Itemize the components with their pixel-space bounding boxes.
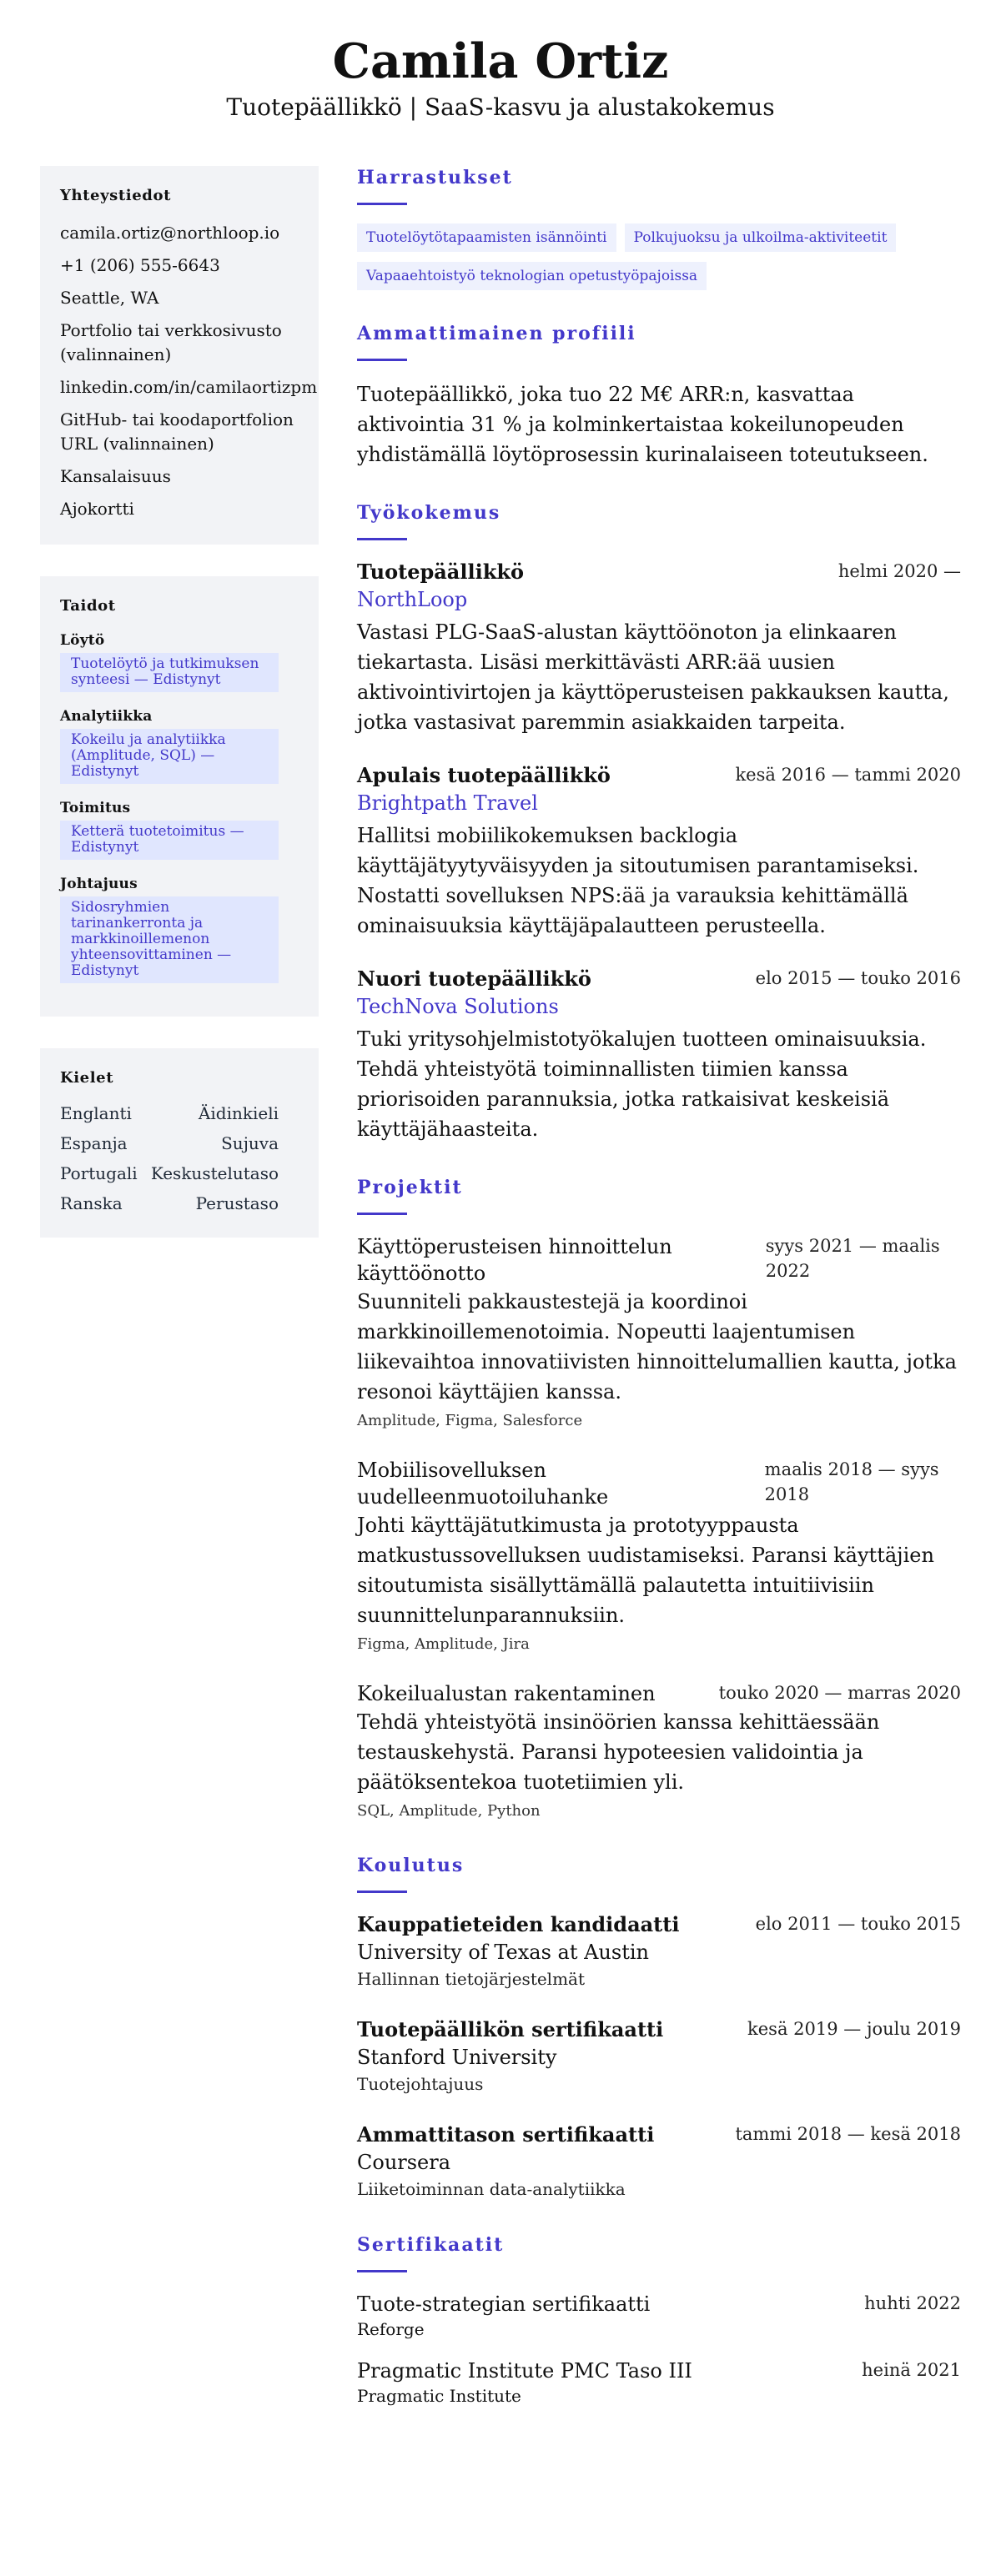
contact-phone[interactable]: +1 (206) 555-6643: [60, 255, 220, 275]
section-title: Koulutus: [357, 1855, 465, 1876]
field-of-study: Tuotejohtajuus: [357, 2074, 484, 2094]
project-description: Tehdä yhteistyötä insinöörien kanssa kehittäessään testauskehystä. Paransi hypoteesien validointia ja päätöksentekoa tuotetiimien yli.: [357, 1710, 880, 1794]
projects-section: [357, 1176, 961, 1822]
job-dates: kesä 2016 — tammi 2020: [735, 765, 961, 785]
hobby-chip: Polkujuoksu ja ulkoilma-aktiviteetit: [625, 223, 897, 252]
hobbies-section: [357, 166, 961, 290]
project-dates: touko 2020 — marras 2020: [718, 1683, 961, 1703]
language-row: [60, 1163, 279, 1184]
contact-linkedin[interactable]: linkedin.com/in/camilaortizpm: [60, 377, 318, 397]
field-of-study: Hallinnan tietojärjestelmät: [357, 1969, 586, 1989]
project-name: Mobiilisovelluksen uudelleenmuotoiluhanke: [357, 1459, 609, 1509]
language-name: Ranska: [60, 1193, 123, 1213]
project-tech: Figma, Amplitude, Jira: [357, 1635, 530, 1653]
job-dates: helmi 2020 —: [838, 561, 961, 581]
job-title: Nuori tuotepäällikkö: [357, 967, 591, 991]
language-row: [60, 1133, 279, 1154]
project-description: Suunniteli pakkaustestejä ja koordinoi markkinoillemenotoimia. Nopeutti laajentumisen liikevaihtoa innovatiivisten hinnoittelumallien kautta, jotka resonoi käyttäjien kanssa.: [357, 1290, 957, 1403]
contact-location: Seattle, WA: [60, 288, 159, 308]
company-name: NorthLoop: [357, 588, 468, 611]
company-name: TechNova Solutions: [357, 995, 559, 1018]
contact-github[interactable]: GitHub- tai koodaportfolion URL (valinnainen): [60, 409, 294, 454]
certifications-section: [357, 2233, 961, 2408]
job-description: Tuki yritysohjelmistotyökalujen tuotteen ominaisuuksia. Tehdä yhteistyötä toiminnallisten tiimien kanssa priorisoiden parannuksia, jotka ratkaisivat keskeisiä käyttäjähaasteita.: [357, 1027, 927, 1141]
hobby-chip: Tuotelöytötapaamisten isännöinti: [357, 223, 616, 252]
section-divider: [357, 359, 407, 361]
contact-drivers-license: Ajokortti: [60, 499, 134, 519]
candidate-headline: Tuotepäällikkö | SaaS-kasvu ja alustakokemus: [226, 93, 775, 121]
project-description: Johti käyttäjätutkimusta ja prototyyppausta matkustussovelluksen uudistamiseksi. Paransi käyttäjien sitoutumista sisällyttämällä palautetta intuitiivisiin suunnittelunparannuksiin.: [357, 1514, 934, 1627]
skill-group-title: Johtajuus: [60, 876, 138, 892]
degree-name: Ammattitason sertifikaatti: [357, 2122, 655, 2147]
contact-portfolio[interactable]: Portfolio tai verkkosivusto (valinnainen): [60, 320, 282, 364]
skill-chip: Sidosryhmien tarinankerronta ja markkinoillemenon yhteensovittaminen — Edistynyt: [60, 896, 279, 983]
education-entry: [357, 2016, 961, 2096]
field-of-study: Liiketoiminnan data-analytiikka: [357, 2179, 626, 2199]
language-level: Perustaso: [195, 1193, 279, 1213]
section-divider: [357, 203, 407, 205]
contact-title: Yhteystiedot: [60, 187, 172, 204]
skill-chip: Tuotelöytö ja tutkimuksen synteesi — Edistynyt: [60, 653, 279, 692]
experience-entry: [357, 966, 961, 1144]
section-divider: [357, 2270, 407, 2272]
certification-entry: [357, 2291, 961, 2341]
certification-issuer: Pragmatic Institute: [357, 2386, 521, 2406]
hobby-chip: Vapaaehtoistyö teknologian opetustyöpajoissa: [357, 262, 707, 290]
languages-box: [40, 1048, 319, 1238]
skill-group: [60, 707, 299, 784]
education-dates: kesä 2019 — joulu 2019: [747, 2019, 961, 2039]
skill-group: [60, 631, 299, 692]
project-name: Kokeilualustan rakentaminen: [357, 1682, 656, 1705]
hobby-list: [357, 223, 961, 290]
certification-name: Tuote-strategian sertifikaatti: [357, 2292, 651, 2316]
skill-group-title: Analytiikka: [60, 708, 153, 725]
project-entry: [357, 1233, 961, 1432]
degree-name: Kauppatieteiden kandidaatti: [357, 1912, 680, 1936]
section-divider: [357, 1213, 407, 1215]
experience-entry: [357, 762, 961, 941]
job-title: Apulais tuotepäällikkö: [357, 763, 611, 787]
certification-issuer: Reforge: [357, 2319, 425, 2339]
languages-title: Kielet: [60, 1069, 114, 1087]
sidebar: [40, 166, 319, 1269]
language-row: [60, 1103, 279, 1124]
company-name: Brightpath Travel: [357, 791, 538, 815]
education-entry: [357, 2122, 961, 2202]
skills-title: Taidot: [60, 597, 116, 615]
section-divider: [357, 538, 407, 540]
project-dates: maalis 2018 — syys 2018: [764, 1459, 939, 1504]
education-dates: tammi 2018 — kesä 2018: [735, 2124, 961, 2144]
resume-body: [40, 166, 961, 2439]
project-entry: [357, 1457, 961, 1655]
experience-entry: [357, 559, 961, 737]
education-entry: [357, 1911, 961, 1991]
job-description: Hallitsi mobiilikokemuksen backlogia käyttäjätyytyväisyyden ja sitoutumisen parantamiseksi. Nostatti sovelluksen NPS:ää ja varauksia kehittämällä ominaisuuksia käyttäjäpalautteen perusteella.: [357, 824, 919, 937]
job-title: Tuotepäällikkö: [357, 560, 524, 584]
language-level: Sujuva: [221, 1133, 279, 1153]
candidate-name: Camila Ortiz: [332, 33, 669, 89]
resume-header: [40, 0, 961, 152]
language-level: Keskustelutaso: [150, 1163, 279, 1183]
experience-section: [357, 501, 961, 1144]
project-dates: syys 2021 — maalis 2022: [765, 1236, 940, 1281]
project-tech: SQL, Amplitude, Python: [357, 1802, 541, 1820]
language-row: [60, 1193, 279, 1214]
certification-date: heinä 2021: [862, 2360, 961, 2380]
profile-summary: Tuotepäällikkö, joka tuo 22 M€ ARR:n, kasvattaa aktivointia 31 % ja kolminkertaistaa kokeilunopeuden yhdistämällä löytöprosessin kurinalaiseen toteutukseen.: [357, 383, 928, 466]
job-description: Vastasi PLG-SaaS-alustan käyttöönoton ja elinkaaren tiekartasta. Lisäsi merkittävästi ARR:ää uusien aktivointivirtojen ja käyttöperusteisen pakkauksen kautta, jotka vastasivat paremmin asiakkaiden tarpeita.: [357, 620, 949, 734]
section-title: Projektit: [357, 1177, 463, 1198]
certification-name: Pragmatic Institute PMC Taso III: [357, 2359, 692, 2383]
language-name: Espanja: [60, 1133, 128, 1153]
certification-date: huhti 2022: [864, 2293, 961, 2313]
skill-group-title: Toimitus: [60, 800, 131, 816]
skill-group: [60, 799, 299, 860]
language-name: Portugali: [60, 1163, 138, 1183]
contact-box: [40, 166, 319, 545]
education-dates: elo 2011 — touko 2015: [755, 1914, 961, 1934]
school-name: Coursera: [357, 2151, 451, 2174]
language-name: Englanti: [60, 1103, 132, 1123]
education-section: [357, 1854, 961, 2202]
section-divider: [357, 1891, 407, 1893]
project-tech: Amplitude, Figma, Salesforce: [357, 1412, 583, 1429]
section-title: Sertifikaatit: [357, 2234, 505, 2256]
section-title: Ammattimainen profiili: [357, 323, 636, 344]
degree-name: Tuotepäällikön sertifikaatti: [357, 2017, 664, 2041]
job-dates: elo 2015 — touko 2016: [755, 968, 961, 988]
school-name: University of Texas at Austin: [357, 1941, 649, 1964]
certification-entry: [357, 2358, 961, 2408]
project-entry: [357, 1680, 961, 1822]
language-level: Äidinkieli: [198, 1103, 279, 1123]
skills-box: [40, 576, 319, 1017]
skill-chip: Kokeilu ja analytiikka (Amplitude, SQL) — Edistynyt: [60, 729, 279, 784]
main-column: [357, 166, 961, 2439]
skill-group: [60, 875, 299, 983]
project-name: Käyttöperusteisen hinnoittelun käyttöönotto: [357, 1235, 672, 1285]
contact-email[interactable]: camila.ortiz@northloop.io: [60, 223, 280, 243]
section-title: Työkokemus: [357, 502, 501, 524]
section-title: Harrastukset: [357, 167, 513, 188]
profile-section: [357, 322, 961, 470]
skill-group-title: Löytö: [60, 632, 105, 649]
contact-citizenship: Kansalaisuus: [60, 466, 171, 486]
school-name: Stanford University: [357, 2046, 557, 2069]
skill-chip: Ketterä tuotetoimitus — Edistynyt: [60, 821, 279, 860]
